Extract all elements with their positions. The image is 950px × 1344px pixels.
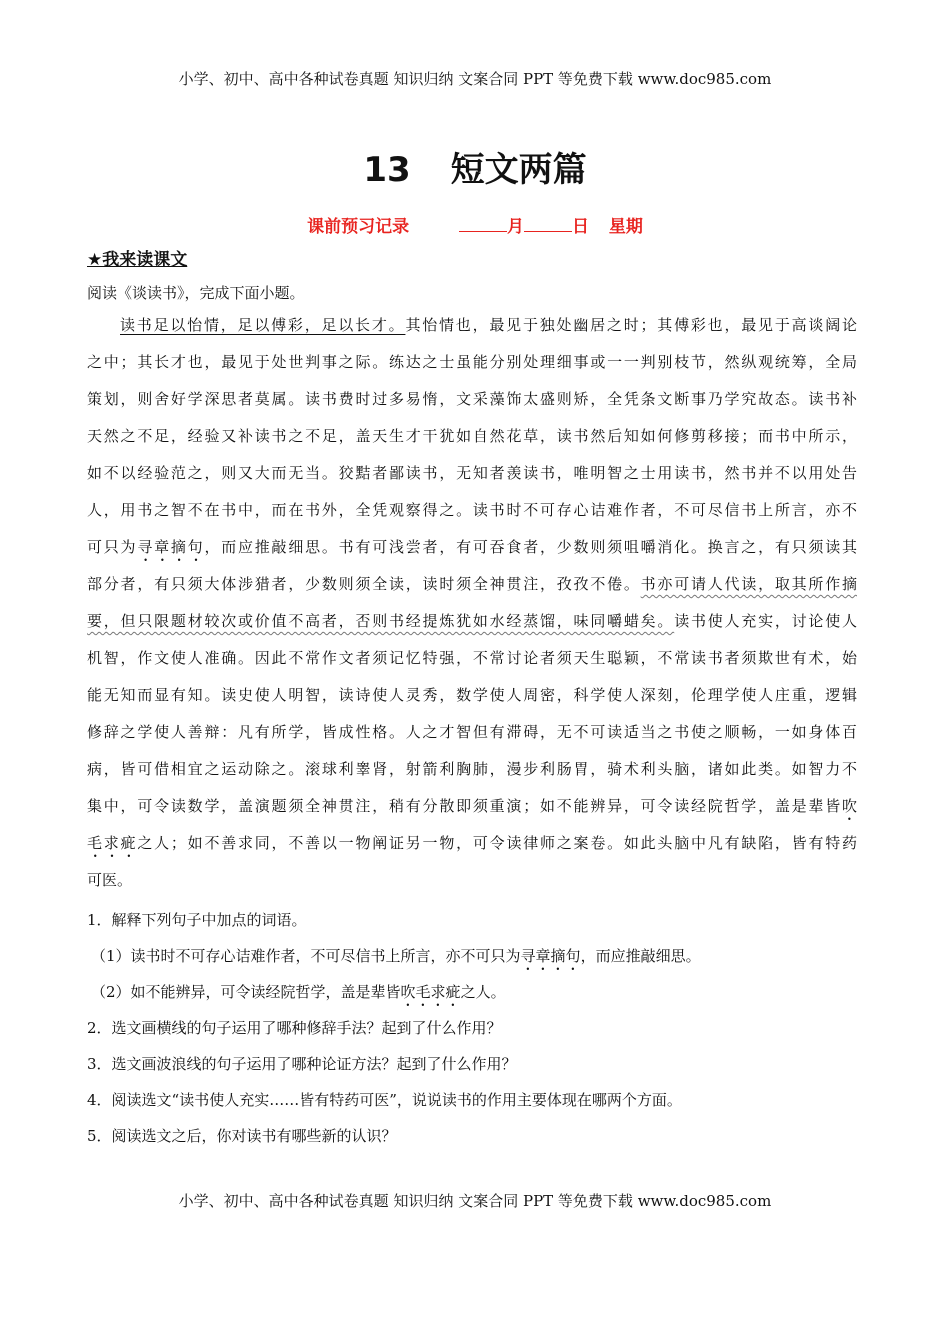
text-segment: 病，皆可借相宜之运动除之。滚球利睾肾，射箭利胸肺，漫步利肠胃，骑术利头脑，诸如此类。如智力不 (87, 760, 857, 778)
text-segment: ，而应推敲细思。 (580, 947, 701, 965)
passage-line (87, 831, 857, 868)
month-label: 月 (506, 217, 524, 237)
text-segment: 人，用书之智不在书中，而在书外，全凭观察得之。读书时不可存心诘难作者，不可尽信书上所言，亦不 (87, 501, 857, 519)
day-blank (524, 217, 572, 232)
text-segment: 2．选文画横线的句子运用了哪种修辞手法？起到了什么作用？ (87, 1019, 502, 1037)
passage-line (87, 683, 857, 720)
text-segment: 能无知而显有知。读史使人明智，读诗使人灵秀，数学使人周密，科学使人深刻，伦理学使人庄重，逻辑 (87, 686, 857, 704)
passage-line (87, 498, 857, 535)
dotted-term: 吹毛求疵 (400, 983, 461, 1001)
text-segment: 机智，作文使人准确。因此不常作文者须记忆特强，不常讨论者须天生聪颖，不常读书者须欺世有术，始 (87, 649, 857, 667)
passage-line (87, 794, 857, 831)
passage-line (87, 868, 857, 905)
preview-label: 课前预习记录 (307, 217, 410, 237)
passage-line (87, 387, 857, 424)
page-footer: 小学、初中、高中各种试卷真题 知识归纳 文案合同 PPT 等免费下载 www.doc985.com (178, 1192, 772, 1210)
wavy-underlined-sentence: 书亦可请人代读，取其所作摘 (640, 575, 857, 593)
underlined-sentence: 读书足以怡情，足以傅彩，足以长才。 (120, 316, 406, 334)
passage-line (87, 646, 857, 683)
text-segment: 部分者，有只须大体涉猎者，少数则须全读，读时须全神贯注，孜孜不倦。 (87, 575, 641, 593)
text-segment: 可医。 (87, 871, 133, 889)
question-item (87, 1088, 701, 1124)
dotted-term: 吹 (841, 797, 857, 815)
reading-instruction: 阅读《谈读书》，完成下面小题。 (87, 284, 305, 302)
text-segment: 1．解释下列句子中加点的词语。 (87, 911, 307, 929)
text-segment: 之人。 (460, 983, 506, 1001)
passage-text (87, 313, 857, 905)
passage-line (87, 609, 857, 646)
text-segment: 可只为 (87, 538, 138, 556)
text-segment: 5．阅读选文之后，你对读书有哪些新的认识？ (87, 1127, 397, 1145)
question-item (87, 1052, 701, 1088)
passage-line (87, 720, 857, 757)
question-item (87, 944, 701, 980)
passage-line (87, 757, 857, 794)
week-label: 星期 (608, 217, 643, 237)
passage-line (87, 313, 857, 350)
month-blank (459, 217, 507, 232)
text-segment: 修辞之学使人善辩：凡有所学，皆成性格。人之才智但有滞碍，无不可读适当之书使之顺畅，一如身体百 (87, 723, 857, 741)
section-heading: ★我来读课文 (87, 250, 188, 270)
lesson-number: 13 (363, 150, 411, 190)
text-segment: 集中，可令读数学，盖演题须全神贯注，稍有分散即须重演；如不能辨异，可令读经院哲学，盖是辈皆 (87, 797, 842, 815)
text-segment: 之人；如不善求同，不善以一物阐证另一物，可令读律师之案卷。如此头脑中凡有缺陷，皆有特药 (137, 834, 857, 852)
preview-record (0, 212, 950, 237)
passage-line (87, 461, 857, 498)
dotted-term: 寻章摘句 (137, 538, 205, 556)
text-segment: 3．选文画波浪线的句子运用了哪种论证方法？起到了什么作用？ (87, 1055, 517, 1073)
text-segment: 之中；其长才也，最见于处世判事之际。练达之士虽能分别处理细事或一一判别枝节，然纵观统筹，全局 (87, 353, 857, 371)
question-item (87, 980, 701, 1016)
page-title (0, 142, 950, 191)
text-segment: 如不以经验范之，则又大而无当。狡黠者鄙读书，无知者羡读书，唯明智之士用读书，然书并不以用处告 (87, 464, 857, 482)
text-segment: 其怡情也，最见于独处幽居之时；其傅彩也，最见于高谈阔论 (405, 316, 857, 334)
passage-line (87, 535, 857, 572)
question-item (87, 1016, 701, 1052)
text-segment: 读书使人充实，讨论使人 (674, 612, 857, 630)
text-segment: （2）如不能辨异，可令读经院哲学，盖是辈皆 (91, 983, 401, 1001)
passage-line (87, 350, 857, 387)
lesson-title: 短文两篇 (450, 150, 587, 190)
question-item (87, 1124, 701, 1160)
day-label: 日 (571, 217, 589, 237)
text-segment: 4．阅读选文“读书使人充实……皆有特药可医”，说说读书的作用主要体现在哪两个方面。 (87, 1091, 682, 1109)
passage-line (87, 424, 857, 461)
text-segment: 策划，则舍好学深思者莫属。读书费时过多易惰，文采藻饰太盛则矫，全凭条文断事乃学究故态。读书补 (87, 390, 857, 408)
text-segment: （1）读书时不可存心诘难作者，不可尽信书上所言，亦不可只为 (91, 947, 521, 965)
page-header: 小学、初中、高中各种试卷真题 知识归纳 文案合同 PPT 等免费下载 www.doc985.com (178, 70, 772, 88)
wavy-underlined-sentence: 要，但只限题材较次或价值不高者，否则书经提炼犹如水经蒸馏，味同嚼蜡矣。 (87, 612, 675, 630)
question-item (87, 908, 701, 944)
passage-line (87, 572, 857, 609)
dotted-term: 毛求疵 (87, 834, 138, 852)
text-segment: 天然之不足，经验又补读书之不足，盖天生才干犹如自然花草，读书然后知如何修剪移接；而书中所示， (87, 427, 857, 445)
dotted-term: 寻章摘句 (520, 947, 581, 965)
text-segment: ，而应推敲细思。书有可浅尝者，有可吞食者，少数则须咀嚼消化。换言之，有只须读其 (204, 538, 857, 556)
question-list (87, 908, 701, 1160)
